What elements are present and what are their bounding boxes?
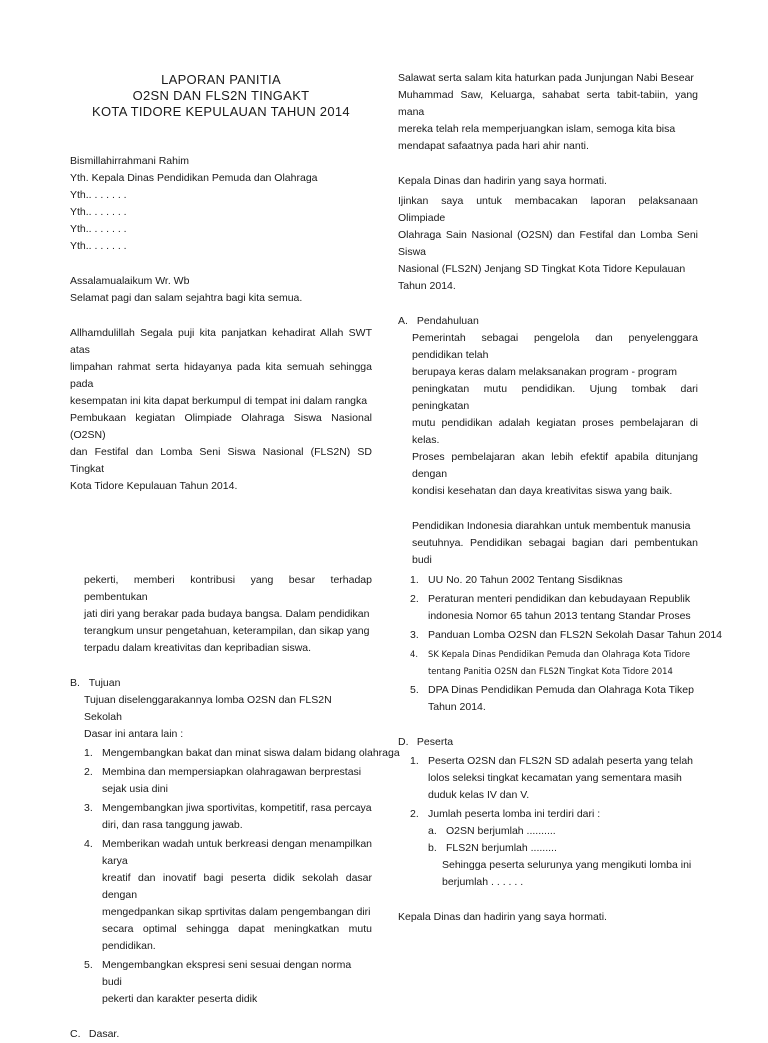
pendidikan-line: Pendidikan Indonesia diarahkan untuk membentuk manusia [412, 520, 691, 532]
dasar-item-line: tentang Panitia O2SN dan FLS2N Tingkat Kota Tidore 2014 [428, 666, 673, 676]
intro-paragraph [70, 325, 372, 495]
tujuan-item-line: pekerti dan karakter peserta didik [102, 993, 258, 1005]
hormat-line: Kepala Dinas dan hadirin yang saya hormati. [398, 175, 607, 187]
peserta-item-line: lolos seleksi tingkat kecamatan yang sementara masih [428, 772, 682, 784]
tujuan-item-line: kreatif dan inovatif bagi peserta didik sekolah dasar dengan [102, 872, 372, 901]
tujuan-item-number: 2. [84, 766, 93, 778]
tujuan-item [84, 800, 372, 834]
section-b-heading [70, 675, 372, 692]
pendahuluan-line: peningkatan mutu pendidikan. Ujung tombak dari peningkatan [412, 383, 698, 412]
tujuan-item [84, 764, 372, 798]
tujuan-item-line: sejak usia dini [102, 783, 168, 795]
intro-line: Allhamdulillah Segala puji kita panjatkan kehadirat Allah SWT atas [70, 327, 372, 356]
tujuan-item-line: Mengembangkan bakat dan minat siswa dalam bidang olahraga [102, 747, 400, 759]
dasar-item-line: indonesia Nomor 65 tahun 2013 tentang Standar Proses [428, 610, 691, 622]
sehingga-paragraph [428, 857, 700, 891]
peserta-item-line: Jumlah peserta lomba ini terdiri dari : [428, 808, 601, 820]
top-left-column [70, 72, 372, 495]
tujuan-item-line: Memberikan wadah untuk berkreasi dengan menampilkan karya [102, 838, 372, 867]
dasar-item-line: Peraturan menteri pendidikan dan kebudayaan Republik [428, 593, 691, 605]
salawat-paragraph [398, 70, 698, 155]
ijin-line: Tahun 2014. [398, 280, 456, 292]
pendahuluan-paragraph [412, 330, 698, 500]
dasar-item-line: SK Kepala Dinas Pendidikan Pemuda dan Olahraga Kota Tidore [428, 649, 691, 659]
salam-line: Selamat pagi dan salam sejahtra bagi kita semua. [70, 292, 303, 304]
greeting-line: Yth.. . . . . . . [70, 189, 127, 201]
peserta-sub-text: FLS2N berjumlah ......... [446, 842, 557, 854]
greeting-block [70, 153, 372, 255]
greeting-line: Bismillahirrahmani Rahim [70, 155, 190, 167]
pendahuluan-line: Pemerintah sebagai pengelola dan penyelenggara pendidikan telah [412, 332, 698, 361]
dasar-item-number: 1. [410, 574, 419, 586]
pendahuluan-line: kondisi kesehatan dan daya kreativitas siswa yang baik. [412, 485, 673, 497]
tujuan-item-line: Mengembangkan ekspresi seni sesuai dengan norma budi [102, 959, 352, 988]
peserta-sub-text: O2SN berjumlah .......... [446, 825, 556, 837]
salawat-line: mereka telah rela memperjuangkan islam, semoga kita bisa [398, 123, 676, 135]
continuation-line: jati diri yang berakar pada budaya bangsa. Dalam pendidikan [84, 608, 370, 620]
bottom-right-column [398, 572, 723, 926]
dasar-item [410, 572, 700, 589]
pendahuluan-line: mutu pendidikan adalah kegiatan proses pembelajaran di kelas. [412, 417, 698, 446]
intro-line: Kota Tidore Kepulauan Tahun 2014. [70, 480, 238, 492]
dasar-item-line: Panduan Lomba O2SN dan FLS2N Sekolah Dasar Tahun 2014 [428, 629, 723, 641]
tujuan-item-number: 4. [84, 838, 93, 850]
peserta-sub-item [428, 840, 700, 857]
continuation-line: terpadu dalam kreativitas dan kepribadian siswa. [84, 642, 312, 654]
peserta-item-line: duduk kelas IV dan V. [428, 789, 530, 801]
intro-line: Pembukaan kegiatan Olimpiade Olahraga Siswa Nasional (O2SN) [70, 412, 372, 441]
pendahuluan-line: berupaya keras dalam melaksanakan program - program [412, 366, 677, 378]
tujuan-intro-line: Tujuan diselenggarakannya lomba O2SN dan FLS2N Sekolah [84, 694, 332, 723]
title-line-2: O2SN DAN FLS2N TINGAKT [132, 88, 310, 103]
tujuan-item [84, 957, 372, 1008]
dasar-item-line: UU No. 20 Tahun 2002 Tentang Sisdiknas [428, 574, 623, 586]
section-a-heading [398, 313, 698, 330]
section-c-title: Dasar. [88, 1028, 120, 1040]
peserta-item-number: 1. [410, 755, 419, 767]
sehingga-line: berjumlah . . . . . . [442, 876, 524, 888]
pendidikan-line: seutuhnya. Pendidikan sebagai bagian dari pembentukan budi [412, 537, 698, 566]
tujuan-item-line: diri, dan rasa tanggung jawab. [102, 819, 243, 831]
dasar-item-number: 3. [410, 629, 419, 641]
intro-line: dan Festifal dan Lomba Seni Siswa Nasional (FLS2N) SD Tingkat [70, 446, 372, 475]
section-c-heading [70, 1026, 372, 1043]
tujuan-item [84, 836, 372, 955]
peserta-item [410, 806, 700, 823]
section-d-label: D. [398, 736, 409, 748]
peserta-item [410, 753, 700, 804]
dasar-item-number: 5. [410, 684, 419, 696]
tujuan-item-number: 1. [84, 747, 93, 759]
top-right-column [398, 70, 698, 569]
dasar-item-line: Tahun 2014. [428, 701, 486, 713]
title-line-3: KOTA TIDORE KEPULAUAN TAHUN 2014 [92, 104, 350, 119]
continuation-paragraph [70, 572, 372, 657]
salam-line: Assalamualaikum Wr. Wb [70, 275, 190, 287]
peserta-sub-item [428, 823, 700, 840]
tujuan-item-number: 3. [84, 802, 93, 814]
peserta-sub-letter: b. [428, 842, 437, 854]
intro-line: kesempatan ini kita dapat berkumpul di tempat ini dalam rangka [70, 395, 368, 407]
tujuan-intro-line: Dasar ini antara lain : [84, 728, 184, 740]
dasar-item-number: 4. [410, 649, 418, 659]
ijin-line: Olahraga Sain Nasional (O2SN) dan Festifal dan Lomba Seni Siswa [398, 229, 698, 258]
salawat-line: Muhammad Saw, Keluarga, sahabat serta tabit-tabiin, yang mana [398, 89, 698, 118]
peserta-item-line: Peserta O2SN dan FLS2N SD adalah peserta yang telah [428, 755, 693, 767]
title-line-1: LAPORAN PANITIA [161, 72, 281, 87]
continuation-line: pekerti, memberi kontribusi yang besar terhadap pembentukan [84, 574, 372, 603]
tujuan-item-number: 5. [84, 959, 93, 971]
bottom-left-column [70, 572, 400, 1043]
greeting-line: Yth.. . . . . . . [70, 206, 127, 218]
tujuan-item-line: Mengembangkan jiwa sportivitas, kompetitif, rasa percaya [102, 802, 372, 814]
dasar-item [410, 591, 700, 625]
dasar-item-number: 2. [410, 593, 419, 605]
tujuan-item-line: Membina dan mempersiapkan olahragawan berprestasi [102, 766, 362, 778]
ijin-line: Ijinkan saya untuk membacakan laporan pelaksanaan Olimpiade [398, 195, 698, 224]
section-a-title: Pendahuluan [416, 315, 479, 327]
dasar-item [410, 627, 723, 644]
tujuan-item-line: secara optimal sehingga dapat meningkatkan mutu pendidikan. [102, 923, 372, 952]
continuation-line: terangkum unsur pengetahuan, keterampilan, dan sikap yang [84, 625, 370, 637]
salawat-line: mendapat safaatnya pada hari ahir nanti. [398, 140, 589, 152]
section-d-heading [398, 734, 700, 751]
closing-line: Kepala Dinas dan hadirin yang saya hormati. [398, 911, 607, 923]
section-b-label: B. [70, 677, 80, 689]
ijin-paragraph [398, 193, 698, 295]
ijin-line: Nasional (FLS2N) Jenjang SD Tingkat Kota Tidore Kepulauan [398, 263, 686, 275]
section-b-title: Tujuan [88, 677, 121, 689]
section-a-label: A. [398, 315, 408, 327]
dasar-item-line: DPA Dinas Pendidikan Pemuda dan Olahraga Kota Tikep [428, 684, 694, 696]
peserta-item-number: 2. [410, 808, 419, 820]
intro-line: limpahan rahmat serta hidayanya pada kita semuah sehingga pada [70, 361, 372, 390]
pendahuluan-line: Proses pembelajaran akan lebih efektif apabila ditunjang dengan [412, 451, 698, 480]
dasar-item [410, 646, 700, 680]
section-d-title: Peserta [416, 736, 454, 748]
sehingga-line: Sehingga peserta selurunya yang mengikuti lomba ini [442, 859, 692, 871]
pendidikan-paragraph [412, 518, 698, 569]
tujuan-item-line: mengedpankan sikap sprtivitas dalam pengembangan diri [102, 906, 371, 918]
dasar-item [410, 682, 700, 716]
tujuan-item [84, 745, 400, 762]
section-c-label: C. [70, 1028, 81, 1040]
greeting-line: Yth.. . . . . . . [70, 223, 127, 235]
greeting-line: Yth.. . . . . . . [70, 240, 127, 252]
salawat-line: Salawat serta salam kita haturkan pada Junjungan Nabi Besear [398, 72, 694, 84]
peserta-sub-letter: a. [428, 825, 437, 837]
greeting-line: Yth. Kepala Dinas Pendidikan Pemuda dan Olahraga [70, 172, 318, 184]
